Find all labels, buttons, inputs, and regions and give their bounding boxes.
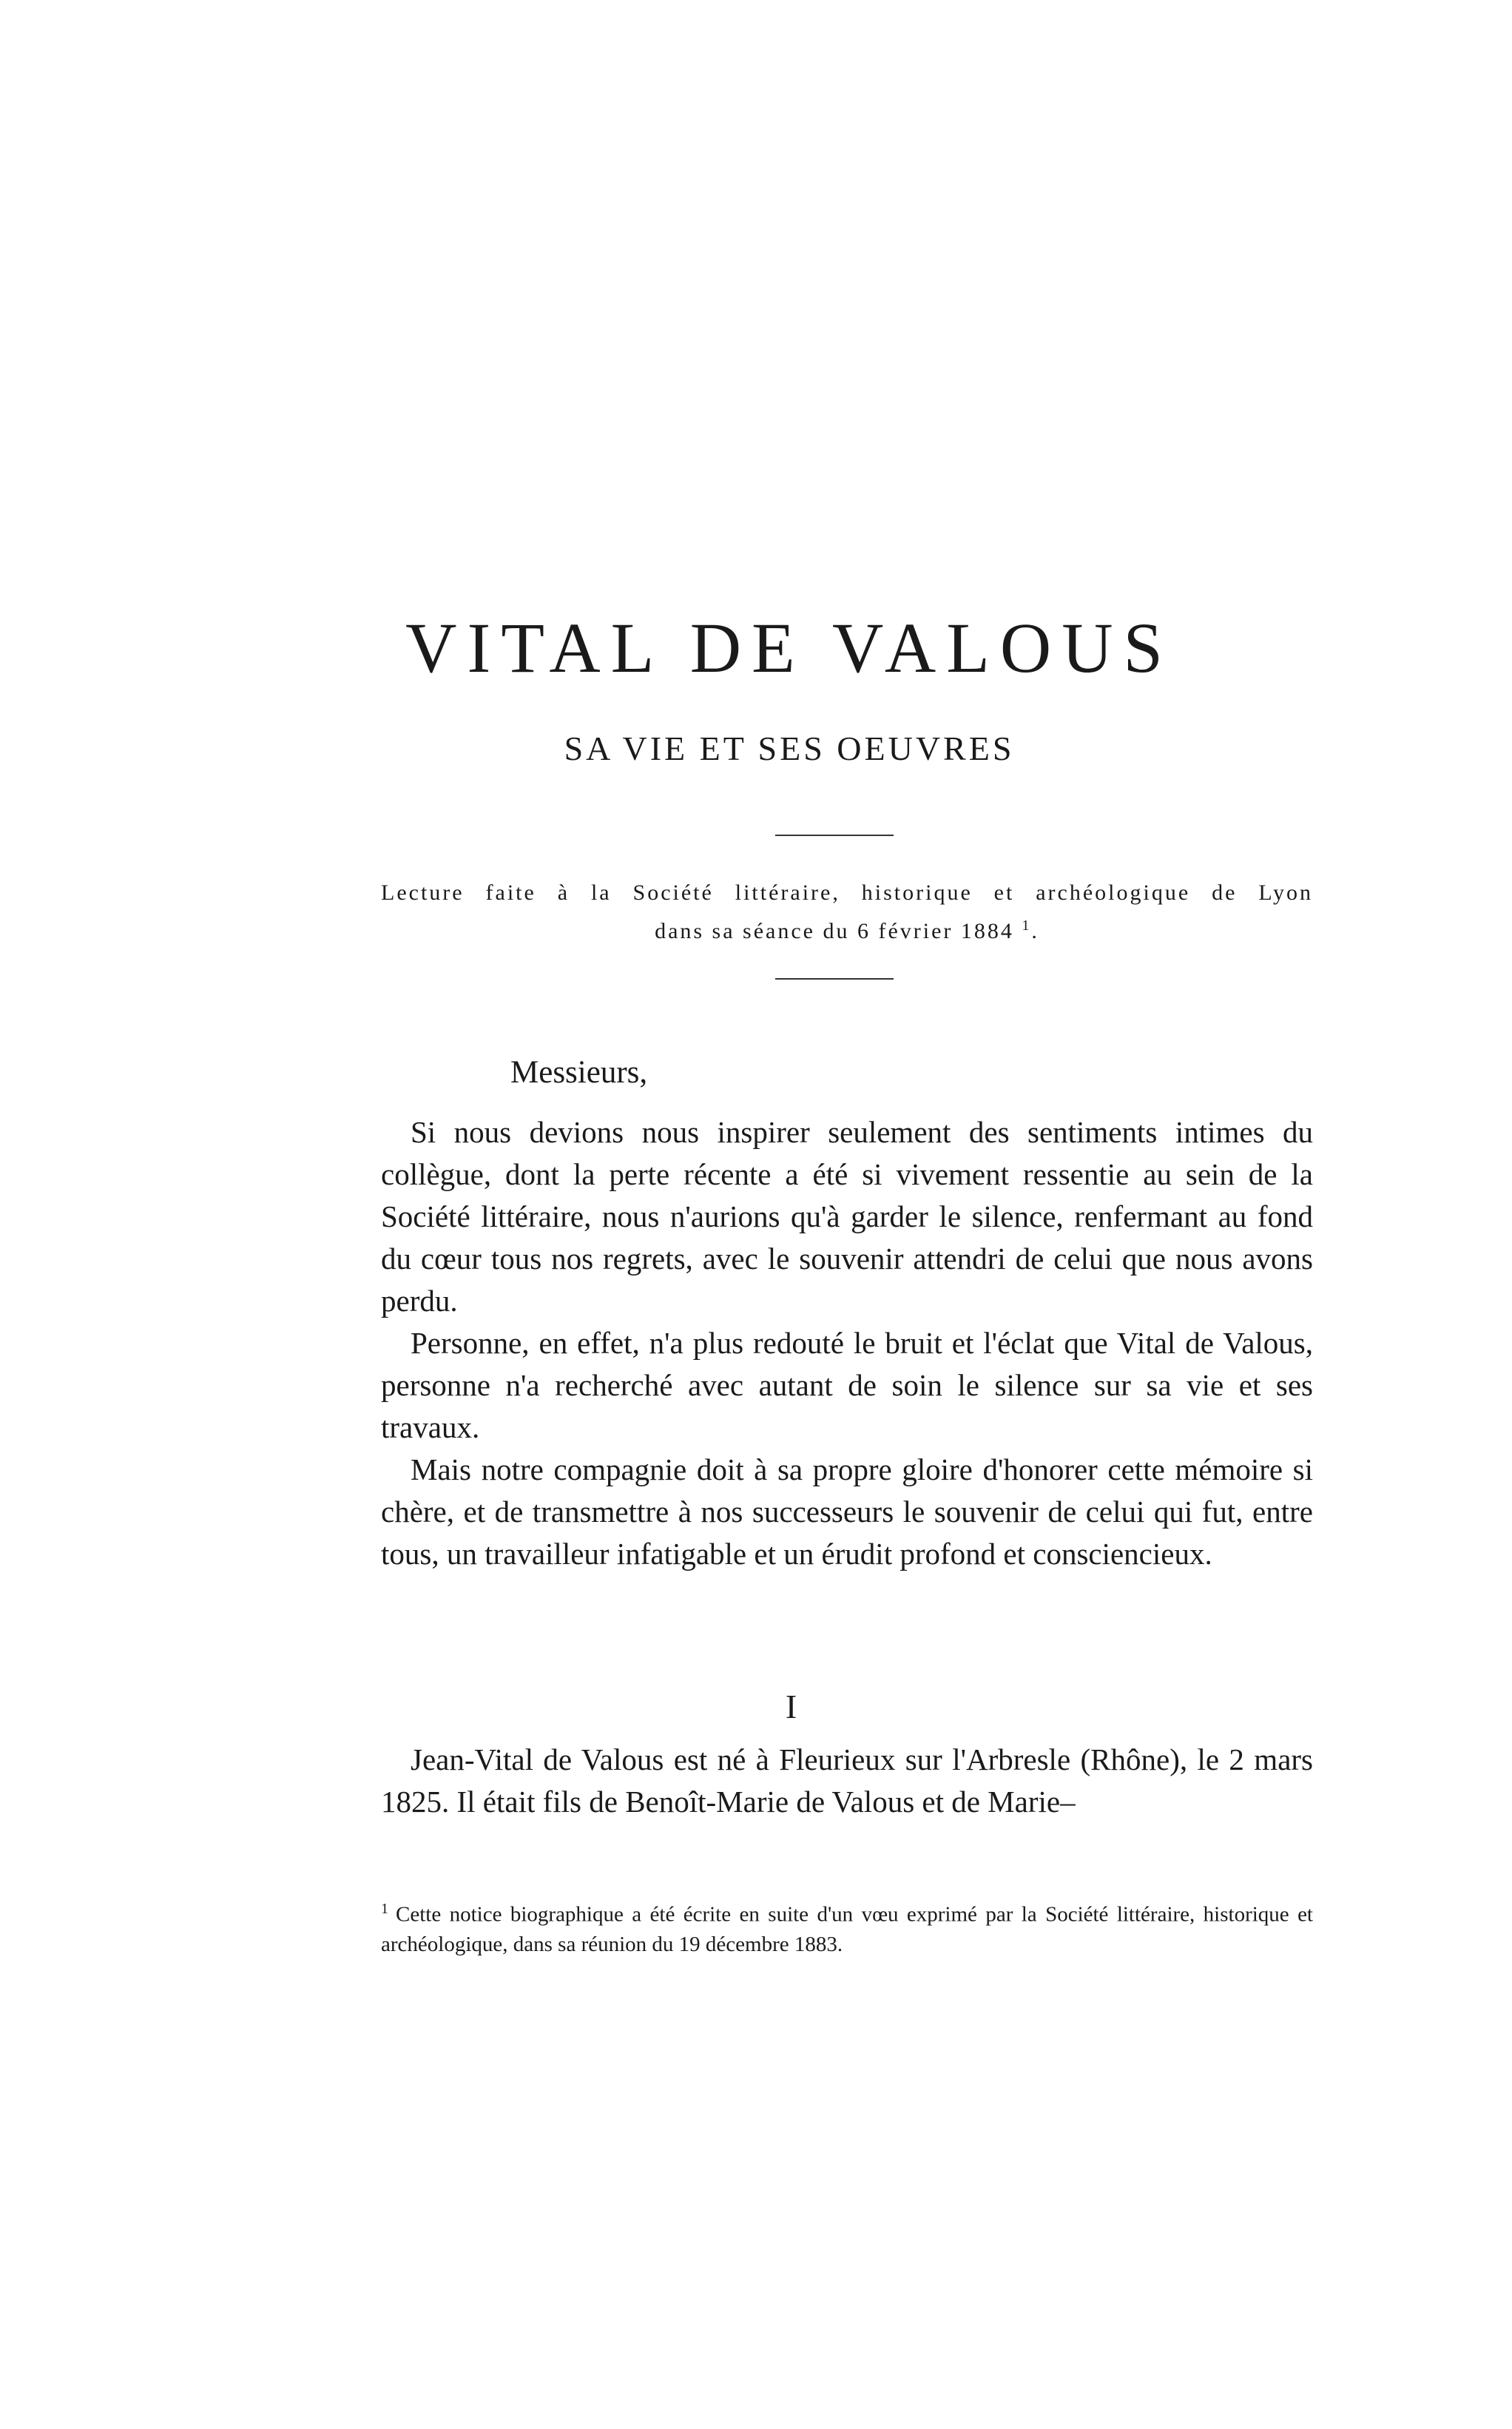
page-title: VITAL DE VALOUS	[405, 608, 1173, 687]
footnote	[381, 1894, 1313, 1959]
paragraph-1: Si nous devions nous inspirer seulement des sentiments intimes du collègue, dont la perte récente a été si vivement ressentie au sein de la Société littéraire, nous n'aurions qu'à garder le silence, renfermant au fond du cœur tous nos regrets, avec le souvenir attendri de celui que nous avons perdu.	[381, 1115, 1313, 1318]
paragraph-2: Personne, en effet, n'a plus redouté le bruit et l'éclat que Vital de Valous, personne n'a recherché avec autant de soin le silence sur sa vie et ses travaux.	[381, 1326, 1313, 1444]
divider-bottom	[775, 978, 894, 980]
section-number: I	[785, 1688, 797, 1725]
footnote-mark: 1	[381, 1901, 388, 1917]
lecture-line-2: dans sa séance du 6 février 1884 $^1$.	[655, 917, 1039, 943]
intro-text	[381, 1111, 1313, 1575]
lecture-note	[381, 877, 1313, 948]
section-text	[381, 1739, 1313, 1823]
paragraph-3: Mais notre compagnie doit à sa propre gloire d'honorer cette mémoire si chère, et de transmettre à nos successeurs le souvenir de celui qui fut, entre tous, un travailleur infatigable et un érudit profond et consciencieux.	[381, 1452, 1313, 1571]
lecture-note-ref: 1	[1022, 917, 1032, 934]
salutation: Messieurs,	[510, 1055, 648, 1090]
page-subtitle: SA VIE ET SES OEUVRES	[564, 730, 1015, 767]
lecture-line-2-text: dans sa séance du 6 février 1884	[655, 919, 1014, 943]
lecture-line-1: Lecture faite à la Société littéraire, historique et archéologique de Lyon	[381, 880, 1313, 905]
divider-top	[775, 835, 894, 836]
footnote-text: Cette notice biographique a été écrite en suite d'un vœu exprimé par la Société littéraire, historique et archéologique, dans sa réunion du 19 décembre 1883.	[381, 1902, 1313, 1956]
section-paragraph-1: Jean-Vital de Valous est né à Fleurieux sur l'Arbresle (Rhône), le 2 mars 1825. Il était fils de Benoît-Marie de Valous et de Marie–	[381, 1742, 1313, 1819]
